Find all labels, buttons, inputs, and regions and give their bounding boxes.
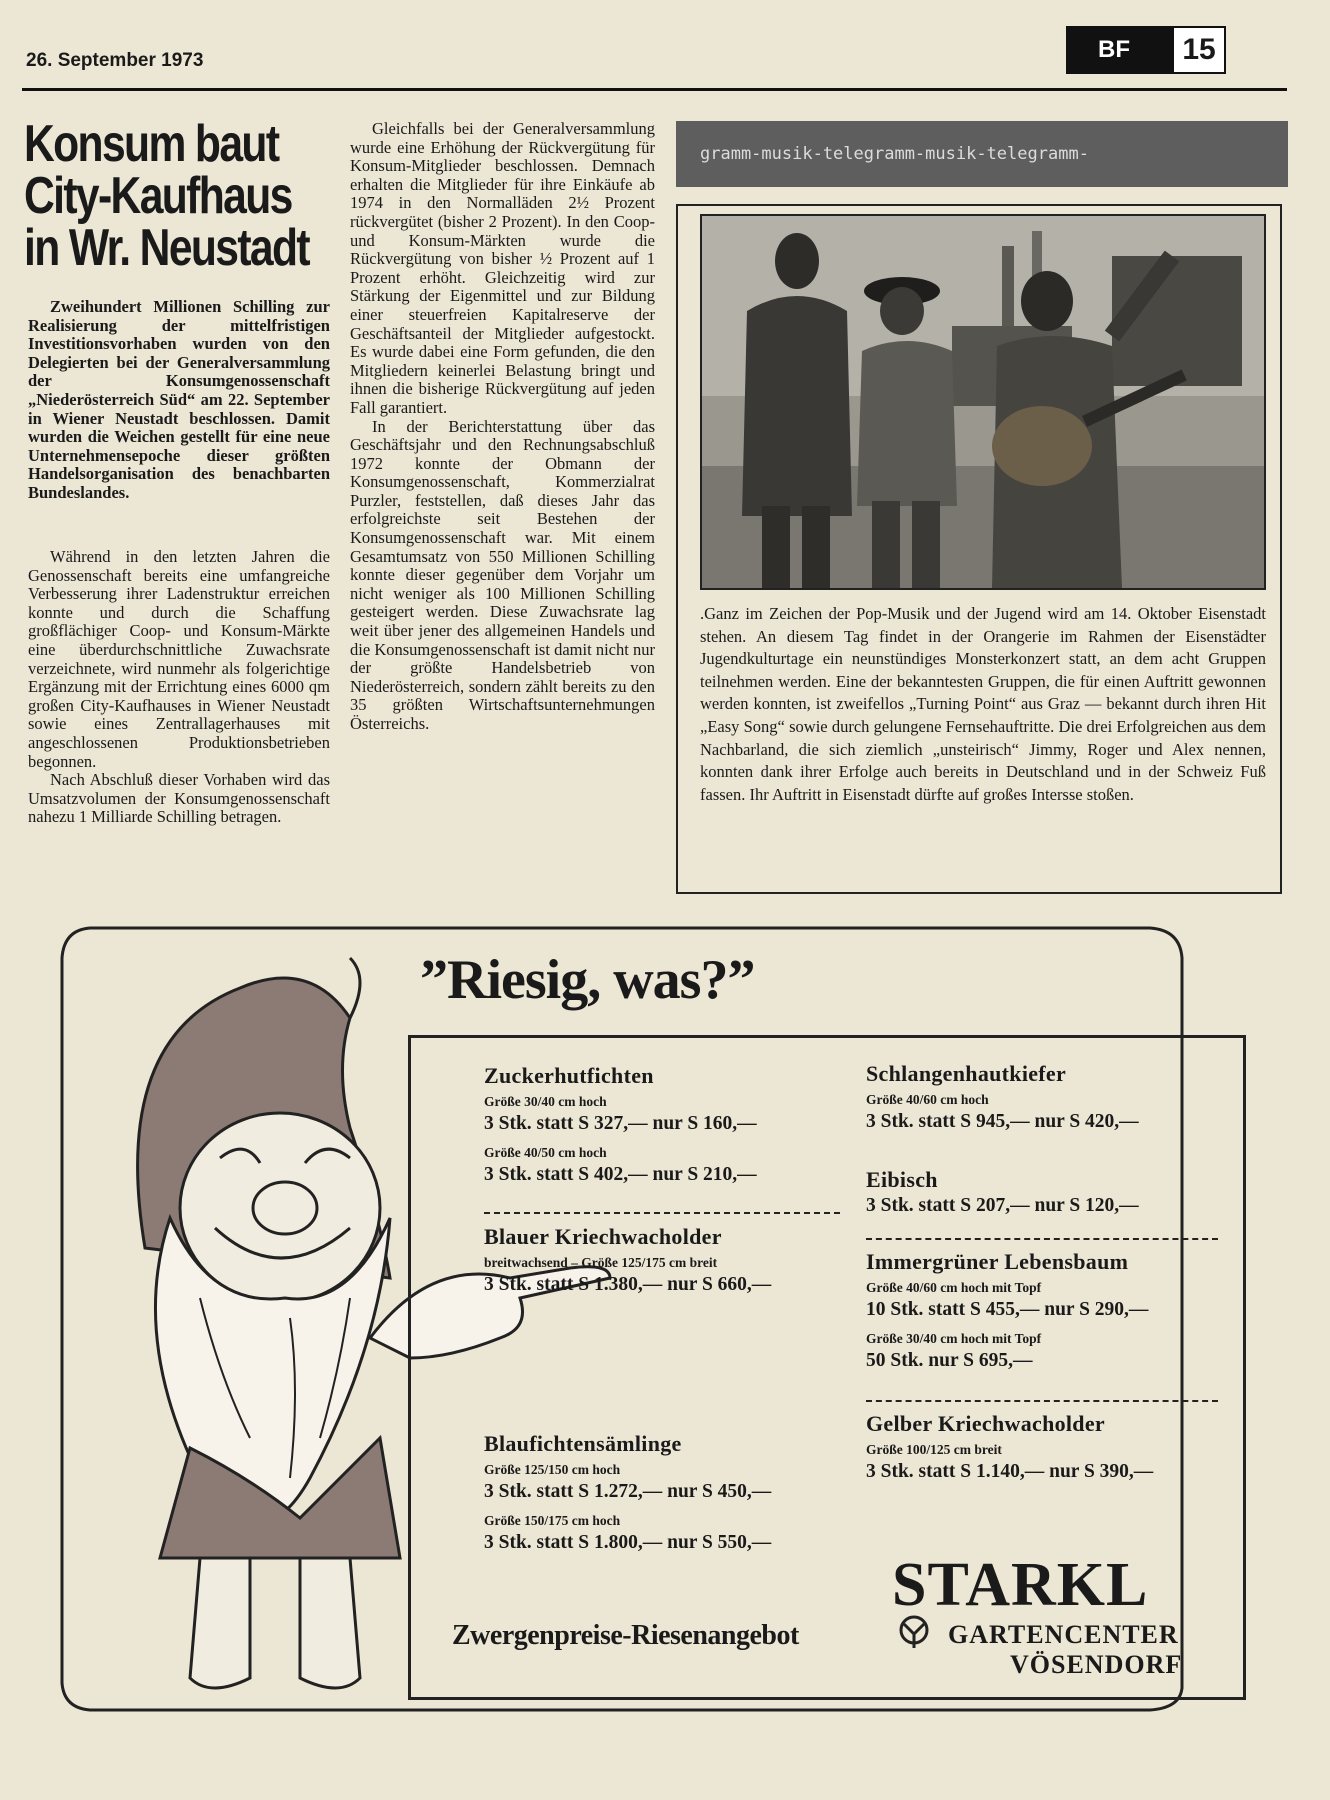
headline-line: in Wr. Neustadt <box>24 219 309 277</box>
product-price: 3 Stk. statt S 207,— nur S 120,— <box>866 1195 1139 1216</box>
product-price: 3 Stk. statt S 1.800,— nur S 550,— <box>484 1532 772 1553</box>
product-size: Größe 125/150 cm hoch <box>484 1462 621 1477</box>
brand-subtitle: GARTENCENTER <box>948 1620 1179 1649</box>
photo-caption: .Ganz im Zeichen der Pop-Musik und der Jugend wird am 14. Oktober Eisenstadt stehen. An diesem Tag findet in der Orangerie im Rahmen der Eisenstädter Jugendkulturtage ein neunstündiges Monsterkonzert statt, an dem acht Gruppen teilnehmen werden. Eine der bekanntesten Gruppen, die für einen Auftritt gewonnen werden konnten, ist zweifellos „Turning Point“ aus Graz — bekannt durch ihren Hit „Easy Song“ sowie durch gelungene Fernsehauftritte. Die drei Erfolgreichen aus dem Nachbarland, die sich ziemlich „unsteirisch“ Jimmy, Roger und Alex nennen, konnten dank ihrer Erfolge auch bereits in Deutschland und in der Schweiz Fuß fassen. Ihr Auftritt in Eisenstadt dürfte auf großes Intersse stoßen. <box>700 604 1266 804</box>
product-price: 3 Stk. statt S 1.140,— nur S 390,— <box>866 1461 1154 1482</box>
product-price: 50 Stk. nur S 695,— <box>866 1350 1033 1371</box>
divider <box>484 1212 840 1216</box>
divider <box>866 1238 1218 1242</box>
product-schlangenhautkiefer <box>866 1061 1226 1141</box>
paragraph: Während in den letzten Jahren die Genossenschaft bereits eine umfangreiche Verbesserung ihrer Ladenstruktur erreichen konnte und durch die Schaffung großflächiger Coop- und Konsum-Märkte eine überdurchschnittliche Zuwachsrate verzeichnete, wird nunmehr als folgerichtige Ergänzung mit der Errichtung eines 6000 qm großen City-Kaufhauses in Wiener Neustadt sowie eines Zentrallagerhauses mit angeschlossenen Produktionsbetrieben begonnen. <box>28 547 330 771</box>
product-size: Größe 30/40 cm hoch mit Topf <box>866 1331 1042 1346</box>
headline-line: City-Kaufhaus <box>24 167 292 225</box>
product-name: Schlangenhautkiefer <box>866 1061 1067 1086</box>
product-zuckerhutfichten <box>484 1063 844 1194</box>
music-telegram-banner: gramm-musik-telegramm-musik-telegramm- <box>676 121 1288 187</box>
product-name: Immergrüner Lebensbaum <box>866 1249 1129 1274</box>
page-number: 15 <box>1174 28 1224 72</box>
product-blauer-kriechwacholder <box>484 1224 844 1304</box>
product-price: 3 Stk. statt S 402,— nur S 210,— <box>484 1164 757 1185</box>
page-badge <box>1066 26 1226 74</box>
lead-paragraph: Zweihundert Millionen Schilling zur Realisierung der mittelfristigen Investitionsvorhaben wurden von den Delegierten bei der Generalversammlung der Konsumgenossenschaft „Niederösterreich Süd“ am 22. September in Wiener Neustadt beschlossen. Damit wurden die Weichen gestellt für eine neue Unternehmensepoche dieser größten Handelsorganisation des benachbarten Bundeslandes. <box>28 297 330 502</box>
product-size: breitwachsend – Größe 125/175 cm breit <box>484 1255 718 1270</box>
brand-location: VÖSENDORF <box>1010 1650 1183 1679</box>
article-column-1 <box>28 548 330 827</box>
product-price: 3 Stk. statt S 327,— nur S 160,— <box>484 1113 757 1134</box>
product-price: 3 Stk. statt S 945,— nur S 420,— <box>866 1111 1139 1132</box>
issue-date: 26. September 1973 <box>26 50 204 71</box>
product-blaufichtensaemlinge <box>484 1431 844 1562</box>
headline-line: Konsum baut <box>24 115 279 173</box>
product-size: Größe 40/60 cm hoch <box>866 1092 989 1107</box>
product-name: Gelber Kriechwacholder <box>866 1411 1105 1436</box>
paragraph: Nach Abschluß dieser Vorhaben wird das Umsatzvolumen der Konsumgenossenschaft nahezu 1 Milliarde Schilling betragen. <box>28 770 330 827</box>
product-gelber-kriechwacholder <box>866 1411 1226 1491</box>
product-name: Blaufichtensämlinge <box>484 1431 682 1456</box>
product-size: Größe 150/175 cm hoch <box>484 1513 621 1528</box>
paragraph: Gleichfalls bei der Generalversammlung wurde eine Erhöhung der Rückvergütung für Konsum-Mitglieder beschlossen. Demnach erhalten die Mitglieder für ihre Einkäufe ab 1974 in den Normalläden 2½ Prozent rückvergütet (bisher 2 Prozent). In den Coop- und Konsum-Märkten wurde die Rückvergütung von bisher ½ Prozent auf 1 Prozent erhöht. Gleichzeitig wird zur Stärkung der Eigenmittel und zur Bildung einer steuerfreien Kapitalreserve der Geschäftsanteil der Mitglieder aufgestockt. Es wurde dabei eine Form gefunden, die den Mitgliedern keinerlei Belastung bringt und ihnen die bisherige Rückvergütung auf jeden Fall garantiert. <box>350 119 655 417</box>
article-headline <box>24 115 309 277</box>
section-label: BF <box>1068 28 1174 72</box>
brand-logo-text: STARKL <box>892 1551 1149 1619</box>
article-column-2 <box>350 120 655 734</box>
product-size: Größe 100/125 cm breit <box>866 1442 1002 1457</box>
product-name: Eibisch <box>866 1167 938 1192</box>
product-size: Größe 30/40 cm hoch <box>484 1094 607 1109</box>
ad-slogan: Zwergenpreise-Riesenangebot <box>452 1620 799 1651</box>
product-eibisch <box>866 1167 1226 1225</box>
article-lead <box>28 298 330 503</box>
divider <box>866 1400 1218 1404</box>
product-price: 3 Stk. statt S 1.380,— nur S 660,— <box>484 1274 772 1295</box>
product-price: 3 Stk. statt S 1.272,— nur S 450,— <box>484 1481 772 1502</box>
product-name: Blauer Kriechwacholder <box>484 1224 722 1249</box>
product-immergruener-lebensbaum <box>866 1249 1226 1380</box>
band-photo <box>700 214 1266 590</box>
product-price: 10 Stk. statt S 455,— nur S 290,— <box>866 1299 1149 1320</box>
ad-title: ”Riesig, was?” <box>420 949 755 1011</box>
product-name: Zuckerhutfichten <box>484 1063 654 1088</box>
product-size: Größe 40/50 cm hoch <box>484 1145 607 1160</box>
header-rule <box>22 88 1287 91</box>
paragraph: In der Berichterstattung über das Geschäftsjahr und den Rechnungsabschluß 1972 konnte der Obmann der Konsumgenossenschaft, Kommerzialrat Purzler, feststellen, daß dieses Jahr das erfolgreichste seit Bestehen der Konsumgenossenschaft war. Mit einem Gesamtumsatz von 550 Millionen Schilling konnte dieser gegenüber dem Vorjahr um nicht weniger als 100 Millionen Schilling gesteigert werden. Diese Zuwachsrate lag weit über jener des allgemeinen Handels und die Konsumgenossenschaft ist damit nicht nur der größte Handelsbetrieb von Niederösterreich, sondern zählt bereits zu den 35 größten Wirtschaftsunternehmungen Österreichs. <box>350 416 655 733</box>
product-size: Größe 40/60 cm hoch mit Topf <box>866 1280 1042 1295</box>
